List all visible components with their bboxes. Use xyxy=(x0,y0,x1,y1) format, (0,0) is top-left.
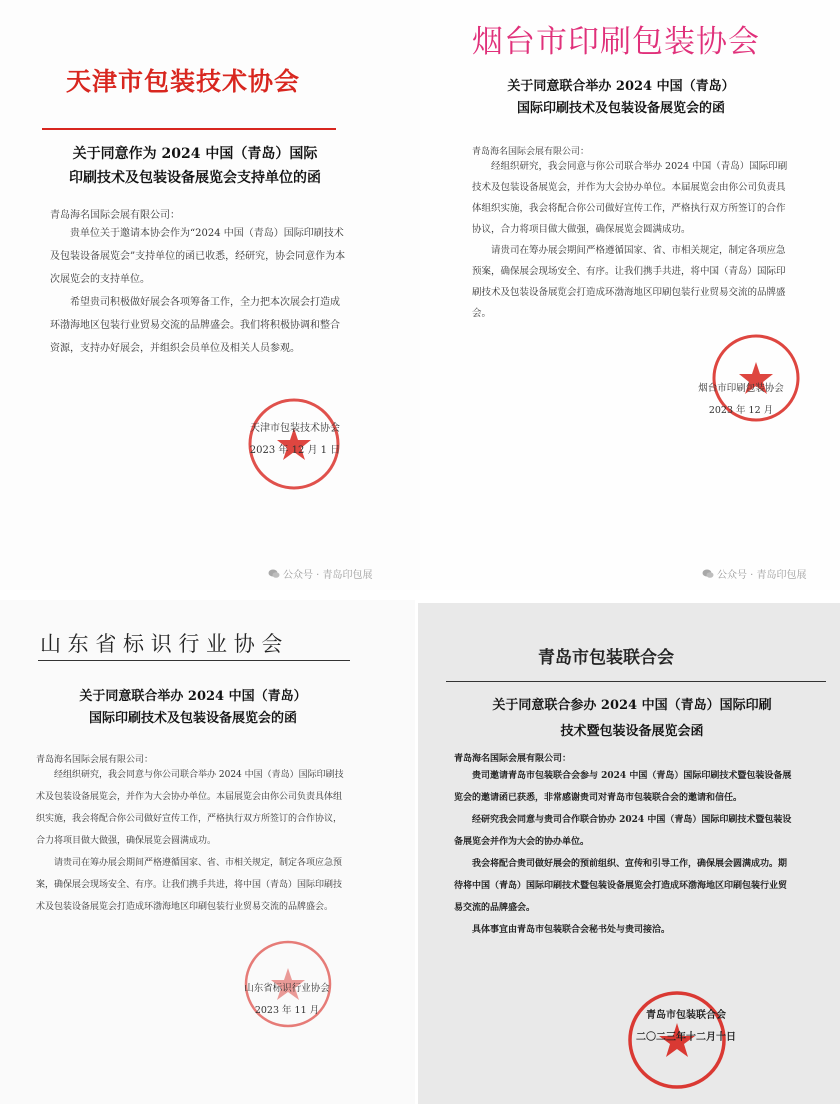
letter-qingdao xyxy=(418,603,840,1104)
letter-yantai xyxy=(420,0,840,590)
header-divider xyxy=(38,660,350,661)
date: 2023 年 12 月 1 日 xyxy=(249,445,341,456)
signature: 烟台市印刷包装协会 xyxy=(698,383,784,394)
paragraph: 具体事宜由青岛市包装联合会秘书处与贵司接洽。 xyxy=(472,925,671,935)
letter-body xyxy=(50,222,346,360)
signature-block xyxy=(230,418,360,462)
letter-body xyxy=(472,156,794,324)
date: 2023 年 12 月 xyxy=(708,405,774,416)
paragraph: 贵司邀请青岛市包装联合会参与 2024 中国（青岛）国际印刷技术暨包装设备展览会的邀请函已获悉，非常感谢贵司对青岛市包装联合会的邀请和信任。 xyxy=(454,771,792,803)
letter-title xyxy=(30,142,360,190)
watermark xyxy=(702,566,807,581)
title-line-1: 关于同意联合举办 2024 中国（青岛） xyxy=(79,689,307,704)
title-line-1: 关于同意作为 2024 中国（青岛）国际 xyxy=(72,146,318,162)
signature: 山东省标识行业协会 xyxy=(244,983,330,994)
letter-shandong xyxy=(0,600,415,1104)
letter-body xyxy=(454,765,794,941)
org-name: 山 东 省 标 识 行 业 协 会 xyxy=(40,632,283,656)
letter-tianjin xyxy=(0,0,420,590)
paragraph: 请贵司在筹办展会期间严格遵循国家、省、市相关规定，制定各项应急预案，确保展会现场安全、有序。让我们携手共进，将中国（青岛）国际印刷技术及包装设备展览会打造成环渤海地区印刷包装行业贸易交流的品牌盛会。 xyxy=(472,245,786,319)
org-name: 青岛市包装联合会 xyxy=(538,648,674,668)
addressee: 青岛海名国际会展有限公司： xyxy=(454,754,572,764)
watermark xyxy=(268,566,373,581)
title-line-2: 国际印刷技术及包装设备展览会的函 xyxy=(516,101,725,116)
org-name: 天津市包装技术协会 xyxy=(66,67,301,96)
title-line-2: 国际印刷技术及包装设备展览会的函 xyxy=(88,711,297,726)
title-line-2: 印刷技术及包装设备展览会支持单位的函 xyxy=(69,170,321,186)
header-divider xyxy=(446,681,826,682)
signature: 青岛市包装联合会 xyxy=(646,1010,726,1021)
addressee: 青岛海名国际会展有限公司： xyxy=(472,147,590,157)
addressee: 青岛海名国际会展有限公司： xyxy=(36,755,154,765)
paragraph: 贵单位关于邀请本协会作为“2024 中国（青岛）国际印刷技术及包装设备展览会”支持单位的函已收悉，经研究，协会同意作为本次展览会的支持单位。 xyxy=(50,228,346,285)
title-line-2: 技术暨包装设备展览会函 xyxy=(560,724,704,739)
wechat-icon xyxy=(702,569,714,579)
wechat-icon xyxy=(268,569,280,579)
signature: 天津市包装技术协会 xyxy=(250,423,340,434)
date: 2023 年 11 月 xyxy=(254,1005,320,1016)
paragraph: 我会将配合贵司做好展会的预前组织、宣传和引导工作，确保展会圆满成功。期待将中国（青岛）国际印刷技术暨包装设备展览会打造成环渤海地区印刷包装行业贸易交流的品牌盛会。 xyxy=(454,859,788,913)
paragraph: 经研究我会同意与贵司合作联合协办 2024 中国（青岛）国际印刷技术暨包装设备展览会并作为大会的协办单位。 xyxy=(454,815,792,847)
title-line-1: 关于同意联合举办 2024 中国（青岛） xyxy=(507,79,735,94)
paragraph: 请贵司在筹办展会期间严格遵循国家、省、市相关规定，制定各项应急预案，确保展会现场安全、有序。让我们携手共进，将中国（青岛）国际印刷技术及包装设备展览会打造成环渤海地区印刷包装行业贸易交流的品牌盛会。 xyxy=(36,858,343,912)
watermark-text: 公众号 · 青岛印包展 xyxy=(283,570,373,581)
header-divider xyxy=(42,128,336,130)
watermark-text: 公众号 · 青岛印包展 xyxy=(717,570,807,581)
signature-block xyxy=(222,978,352,1022)
letter-title xyxy=(432,693,832,745)
addressee: 青岛海名国际会展有限公司： xyxy=(50,210,180,221)
paragraph: 希望贵司积极做好展会各项筹备工作，全力把本次展会打造成环渤海地区包装行业贸易交流的品牌盛会。我们将积极协调和整合资源，支持办好展会，并组织会员单位及相关人员参观。 xyxy=(50,297,340,354)
letter-title xyxy=(28,686,358,730)
paragraph: 经组织研究，我会同意与你公司联合举办 2024 中国（青岛）国际印刷技术及包装设备展览会，并作为大会协办单位。本届展览会由你公司负责具体组织实施，我会将配合你公司做好宣传工作，严格执行双方所签订的合作协议，合力将项目做大做强，确保展览会圆满成功。 xyxy=(36,770,344,846)
org-name: 烟台市印刷包装协会 xyxy=(472,24,760,60)
date: 二〇二三年十二月十日 xyxy=(636,1032,736,1043)
signature-block xyxy=(676,378,806,422)
title-line-1: 关于同意联合参办 2024 中国（青岛）国际印刷 xyxy=(492,698,772,713)
paragraph: 经组织研究，我会同意与你公司联合举办 2024 中国（青岛）国际印刷技术及包装设备展览会，并作为大会协办单位。本届展览会由你公司负责具体组织实施，我会将配合你公司做好宣传工作，严格执行双方所签订的合作协议，合力将项目做大做强，确保展览会圆满成功。 xyxy=(472,161,788,235)
letter-body xyxy=(36,764,348,918)
signature-block xyxy=(616,1005,756,1049)
letter-title xyxy=(456,76,786,120)
